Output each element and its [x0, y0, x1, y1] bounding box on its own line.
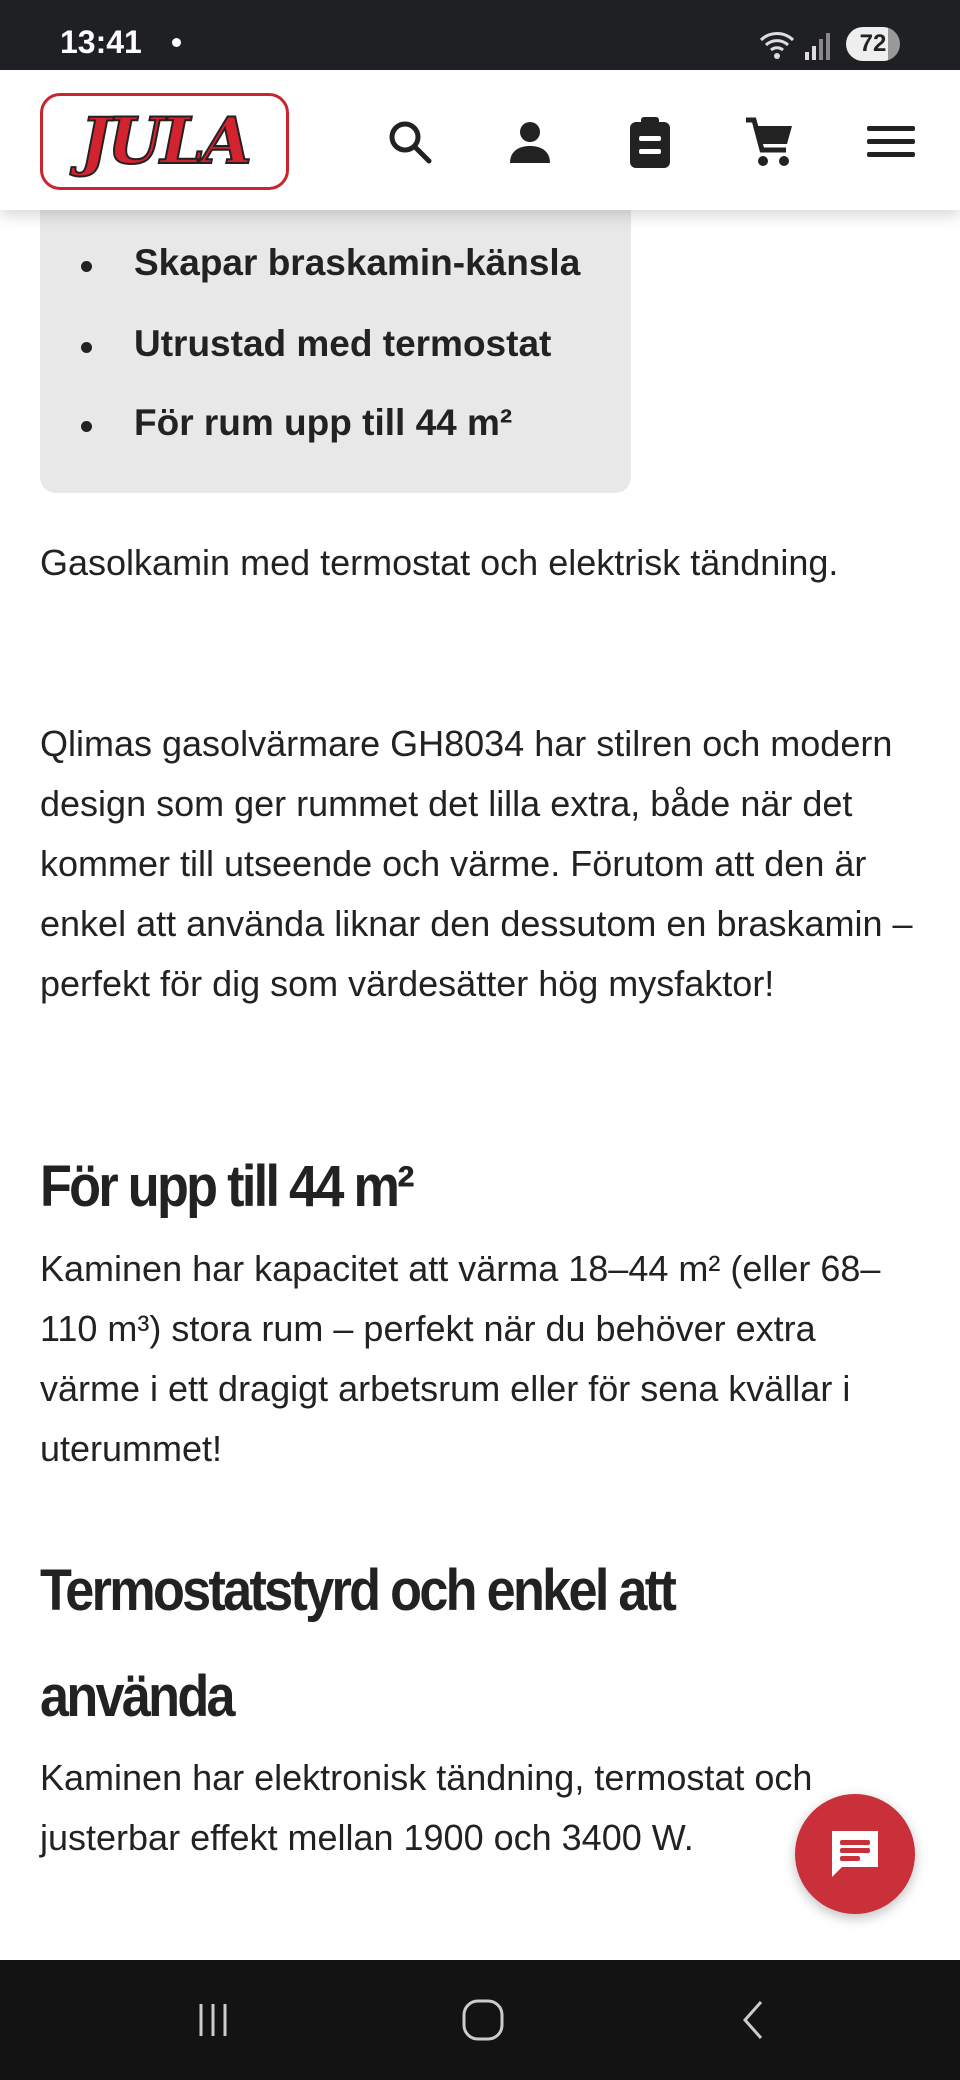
back-button[interactable] [723, 1990, 783, 2050]
home-button[interactable] [453, 1990, 513, 2050]
logo-text: JULA [80, 104, 249, 179]
site-header [0, 70, 960, 210]
signal-icon [804, 32, 830, 60]
user-icon[interactable] [502, 114, 558, 170]
search-icon[interactable] [382, 114, 438, 170]
clipboard-icon[interactable] [622, 114, 678, 170]
section-heading: För upp till 44 m² [40, 1154, 412, 1219]
cart-icon[interactable] [741, 114, 797, 170]
feature-item: Utrustad med termostat [134, 323, 552, 364]
status-bar [0, 0, 960, 70]
feature-item: Skapar braskamin-känsla [134, 242, 581, 283]
intro-text: Gasolkamin med termostat och elektrisk tändning. [40, 542, 839, 583]
menu-icon[interactable] [863, 114, 919, 170]
section-heading: Termostatstyrd och enkel att använda [40, 1558, 675, 1729]
wifi-icon [758, 30, 796, 60]
recent-apps-button[interactable] [183, 1990, 243, 2050]
section-text: Kaminen har kapacitet att värma 18–44 m² (eller 68–110 m³) stora rum – perfekt när du behöver extra värme i ett dragigt arbetsrum eller för sena kvällar i uterummet! [40, 1248, 881, 1469]
notification-dot [172, 38, 181, 47]
feature-item: För rum upp till 44 m² [134, 402, 513, 443]
signal-icons [758, 30, 830, 60]
system-nav-bar [0, 1960, 960, 2080]
chat-button[interactable] [795, 1794, 915, 1914]
battery-indicator: 72 [846, 27, 900, 61]
description-text: Qlimas gasolvärmare GH8034 har stilren och modern design som ger rummet det lilla extra, både när det kommer till utseende och värme. Förutom att den är enkel att använda liknar den dessutom en braskamin – perfekt för dig som värdesätter hög mysfaktor! [40, 723, 913, 1004]
chat-icon [828, 1827, 882, 1881]
jula-logo[interactable] [40, 93, 289, 190]
status-time: 13:41 [60, 24, 142, 60]
section-text: Kaminen har elektronisk tändning, termostat och justerbar effekt mellan 1900 och 3400 W. [40, 1757, 813, 1858]
